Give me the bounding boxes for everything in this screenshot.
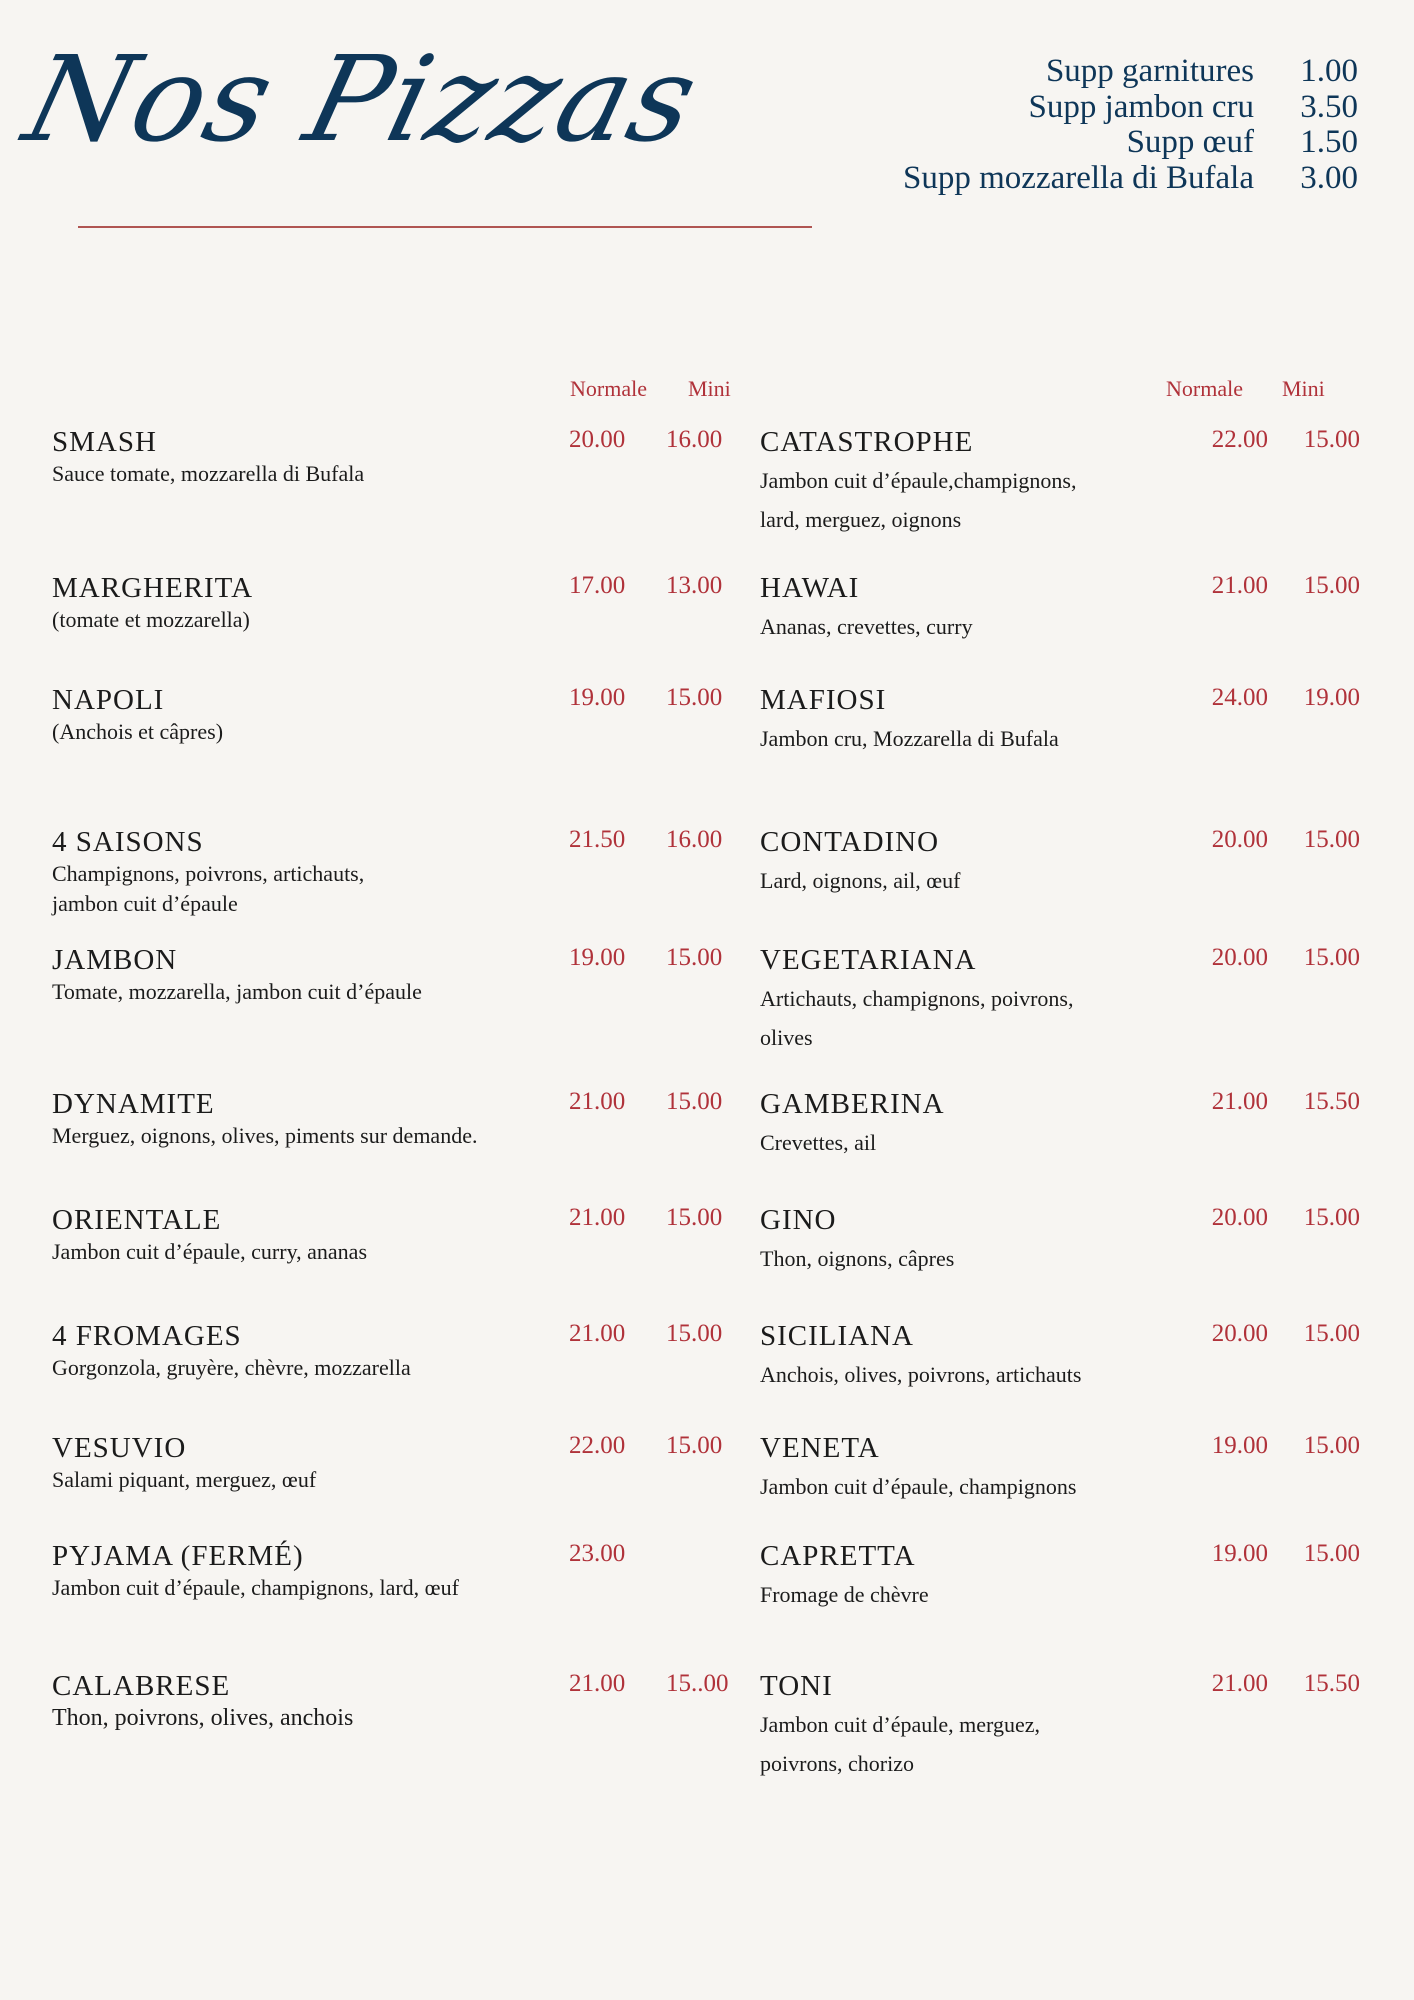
- header-normale: Normale: [570, 376, 647, 401]
- pizza-name: 4 FROMAGES: [52, 1320, 242, 1352]
- menu-item: [52, 826, 740, 919]
- pizza-name: SICILIANA: [760, 1320, 914, 1352]
- pizza-description: Tomate, mozzarella, jambon cuit d’épaule: [52, 979, 422, 1004]
- price-normale: 20.00: [1211, 944, 1268, 971]
- pizza-name: GAMBERINA: [760, 1088, 945, 1120]
- pizza-description: Sauce tomate, mozzarella di Bufala: [52, 461, 365, 486]
- price-mini: 15.00: [1303, 426, 1360, 453]
- pizza-name: TONI: [760, 1670, 833, 1702]
- supplement-label: Supp œuf: [1126, 124, 1254, 160]
- price-mini: 15.50: [1303, 1088, 1360, 1115]
- pizza-description: Fromage de chèvre: [760, 1582, 929, 1607]
- price-normale: 21.00: [1211, 572, 1268, 599]
- price-normale: 24.00: [1211, 684, 1268, 711]
- supplement-row: [903, 54, 1358, 90]
- pizza-name: JAMBON: [52, 944, 178, 976]
- price-normale: 21.00: [1211, 1670, 1268, 1697]
- pizza-name: CATASTROPHE: [760, 426, 974, 458]
- page-title: Nos Pizzas: [12, 30, 712, 168]
- pizza-name: SMASH: [52, 426, 157, 458]
- title-divider: [78, 226, 812, 228]
- price-normale: 17.00: [569, 572, 626, 599]
- price-normale: 21.00: [569, 1088, 626, 1115]
- menu-item: [52, 426, 740, 489]
- price-mini: 15.00: [666, 1320, 723, 1347]
- price-mini: 15.00: [1303, 1432, 1360, 1459]
- price-mini: 15.00: [1303, 1320, 1360, 1347]
- price-mini: 15.00: [666, 1204, 723, 1231]
- supplement-row: [903, 125, 1358, 161]
- pizza-name: VESUVIO: [52, 1432, 187, 1464]
- menu-item: [760, 944, 1360, 1057]
- supplement-price: 3.00: [1300, 159, 1358, 196]
- price-mini: 16.00: [666, 826, 723, 853]
- pizza-name: CONTADINO: [760, 826, 940, 858]
- pizza-description: Thon, oignons, câpres: [760, 1246, 955, 1271]
- pizza-description: Lard, oignons, ail, œuf: [760, 868, 961, 893]
- supplement-row: [903, 90, 1358, 126]
- price-normale: 20.00: [1211, 826, 1268, 853]
- supplement-price: 3.50: [1300, 88, 1358, 125]
- price-mini: 15.00: [666, 684, 723, 711]
- pizza-description: Champignons, poivrons, artichauts, jambon cuit d’épaule: [52, 861, 365, 916]
- price-normale: 20.00: [1211, 1320, 1268, 1347]
- pizza-name: MARGHERITA: [52, 572, 254, 604]
- price-mini: 16.00: [666, 426, 723, 453]
- price-mini: 19.00: [1303, 684, 1360, 711]
- menu-item: [760, 1320, 1360, 1394]
- price-normale: 21.00: [569, 1204, 626, 1231]
- supplement-label: Supp mozzarella di Bufala: [903, 159, 1254, 196]
- pizza-name: 4 SAISONS: [52, 826, 204, 858]
- price-mini: 15.00: [1303, 944, 1360, 971]
- supplements-list: [903, 54, 1358, 196]
- pizza-name: MAFIOSI: [760, 684, 887, 716]
- price-mini: 15.00: [1303, 1204, 1360, 1231]
- price-normale: 20.00: [1211, 1204, 1268, 1231]
- price-mini: 15.00: [666, 1432, 723, 1459]
- menu-item: [760, 426, 1360, 539]
- menu-item: [52, 1204, 740, 1267]
- header-mini: Mini: [1282, 376, 1325, 401]
- pizza-description: Artichauts, champignons, poivrons, olives: [760, 986, 1074, 1050]
- supplement-label: Supp garnitures: [1045, 53, 1254, 89]
- price-mini: 15..00: [666, 1670, 729, 1697]
- price-mini: 15.00: [666, 1088, 723, 1115]
- pizza-description: Jambon cuit d’épaule, champignons, lard, œuf: [52, 1575, 459, 1600]
- price-mini: 15.00: [1303, 1540, 1360, 1567]
- pizza-name: VENETA: [760, 1432, 880, 1464]
- pizza-description: (tomate et mozzarella): [52, 607, 250, 632]
- pizza-name: ORIENTALE: [52, 1204, 222, 1236]
- menu-item: [760, 1432, 1360, 1506]
- price-normale: 21.00: [569, 1670, 626, 1697]
- pizza-name: CAPRETTA: [760, 1540, 916, 1572]
- menu-item: [760, 1088, 1360, 1162]
- menu-item: [760, 1670, 1360, 1783]
- price-mini: 15.00: [1303, 572, 1360, 599]
- menu-item: [760, 826, 1360, 900]
- pizza-name: PYJAMA (FERMÉ): [52, 1540, 304, 1572]
- price-normale: 19.00: [569, 944, 626, 971]
- menu-item: [760, 1204, 1360, 1278]
- price-normale: 23.00: [569, 1540, 626, 1567]
- price-normale: 19.00: [1211, 1540, 1268, 1567]
- price-normale: 21.00: [1211, 1088, 1268, 1115]
- menu-item: [52, 684, 740, 747]
- price-mini: 15.50: [1303, 1670, 1360, 1697]
- pizza-description: Salami piquant, merguez, œuf: [52, 1467, 317, 1492]
- pizza-description: Jambon cuit d’épaule, merguez, poivrons, chorizo: [760, 1712, 1040, 1776]
- menu-item: [52, 1432, 740, 1495]
- supplement-label: Supp jambon cru: [1028, 88, 1254, 125]
- pizza-description: Jambon cru, Mozzarella di Bufala: [760, 726, 1059, 751]
- menu-item: [52, 1088, 740, 1151]
- header-mini: Mini: [688, 376, 731, 401]
- menu-item: [52, 1540, 740, 1603]
- price-mini: 15.00: [666, 944, 723, 971]
- pizza-description: Ananas, crevettes, curry: [760, 614, 973, 639]
- pizza-description: Crevettes, ail: [760, 1130, 877, 1155]
- pizza-description: Jambon cuit d’épaule,champignons, lard, merguez, oignons: [760, 468, 1077, 532]
- supplement-price: 1.50: [1300, 124, 1358, 160]
- price-normale: 22.00: [1211, 426, 1268, 453]
- price-normale: 21.00: [569, 1320, 626, 1347]
- price-normale: 19.00: [1211, 1432, 1268, 1459]
- pizza-description: Merguez, oignons, olives, piments sur demande.: [52, 1123, 478, 1148]
- menu-item: [52, 572, 740, 635]
- price-normale: 19.00: [569, 684, 626, 711]
- supplement-price: 1.00: [1300, 53, 1358, 89]
- menu-item: [52, 1670, 740, 1733]
- price-normale: 21.50: [569, 826, 626, 853]
- price-mini: 15.00: [1303, 826, 1360, 853]
- pizza-name: HAWAI: [760, 572, 860, 604]
- pizza-description: (Anchois et câpres): [52, 719, 224, 744]
- pizza-name: DYNAMITE: [52, 1088, 215, 1120]
- price-normale: 20.00: [569, 426, 626, 453]
- supplement-row: [903, 161, 1358, 197]
- pizza-description: Gorgonzola, gruyère, chèvre, mozzarella: [52, 1355, 411, 1380]
- header-normale: Normale: [1166, 376, 1243, 401]
- pizza-name: NAPOLI: [52, 684, 165, 716]
- pizza-name: VEGETARIANA: [760, 944, 977, 976]
- pizza-description: Anchois, olives, poivrons, artichauts: [760, 1362, 1082, 1387]
- menu-item: [760, 1540, 1360, 1614]
- pizza-description: Jambon cuit d’épaule, curry, ananas: [52, 1239, 368, 1264]
- pizza-description: Thon, poivrons, olives, anchois: [52, 1705, 354, 1731]
- pizza-description: Jambon cuit d’épaule, champignons: [760, 1474, 1077, 1499]
- pizza-name: CALABRESE: [52, 1670, 231, 1702]
- price-normale: 22.00: [569, 1432, 626, 1459]
- menu-item: [52, 1320, 740, 1383]
- price-mini: 13.00: [666, 572, 723, 599]
- menu-item: [52, 944, 740, 1007]
- pizza-name: GINO: [760, 1204, 837, 1236]
- menu-item: [760, 684, 1360, 758]
- menu-item: [760, 572, 1360, 646]
